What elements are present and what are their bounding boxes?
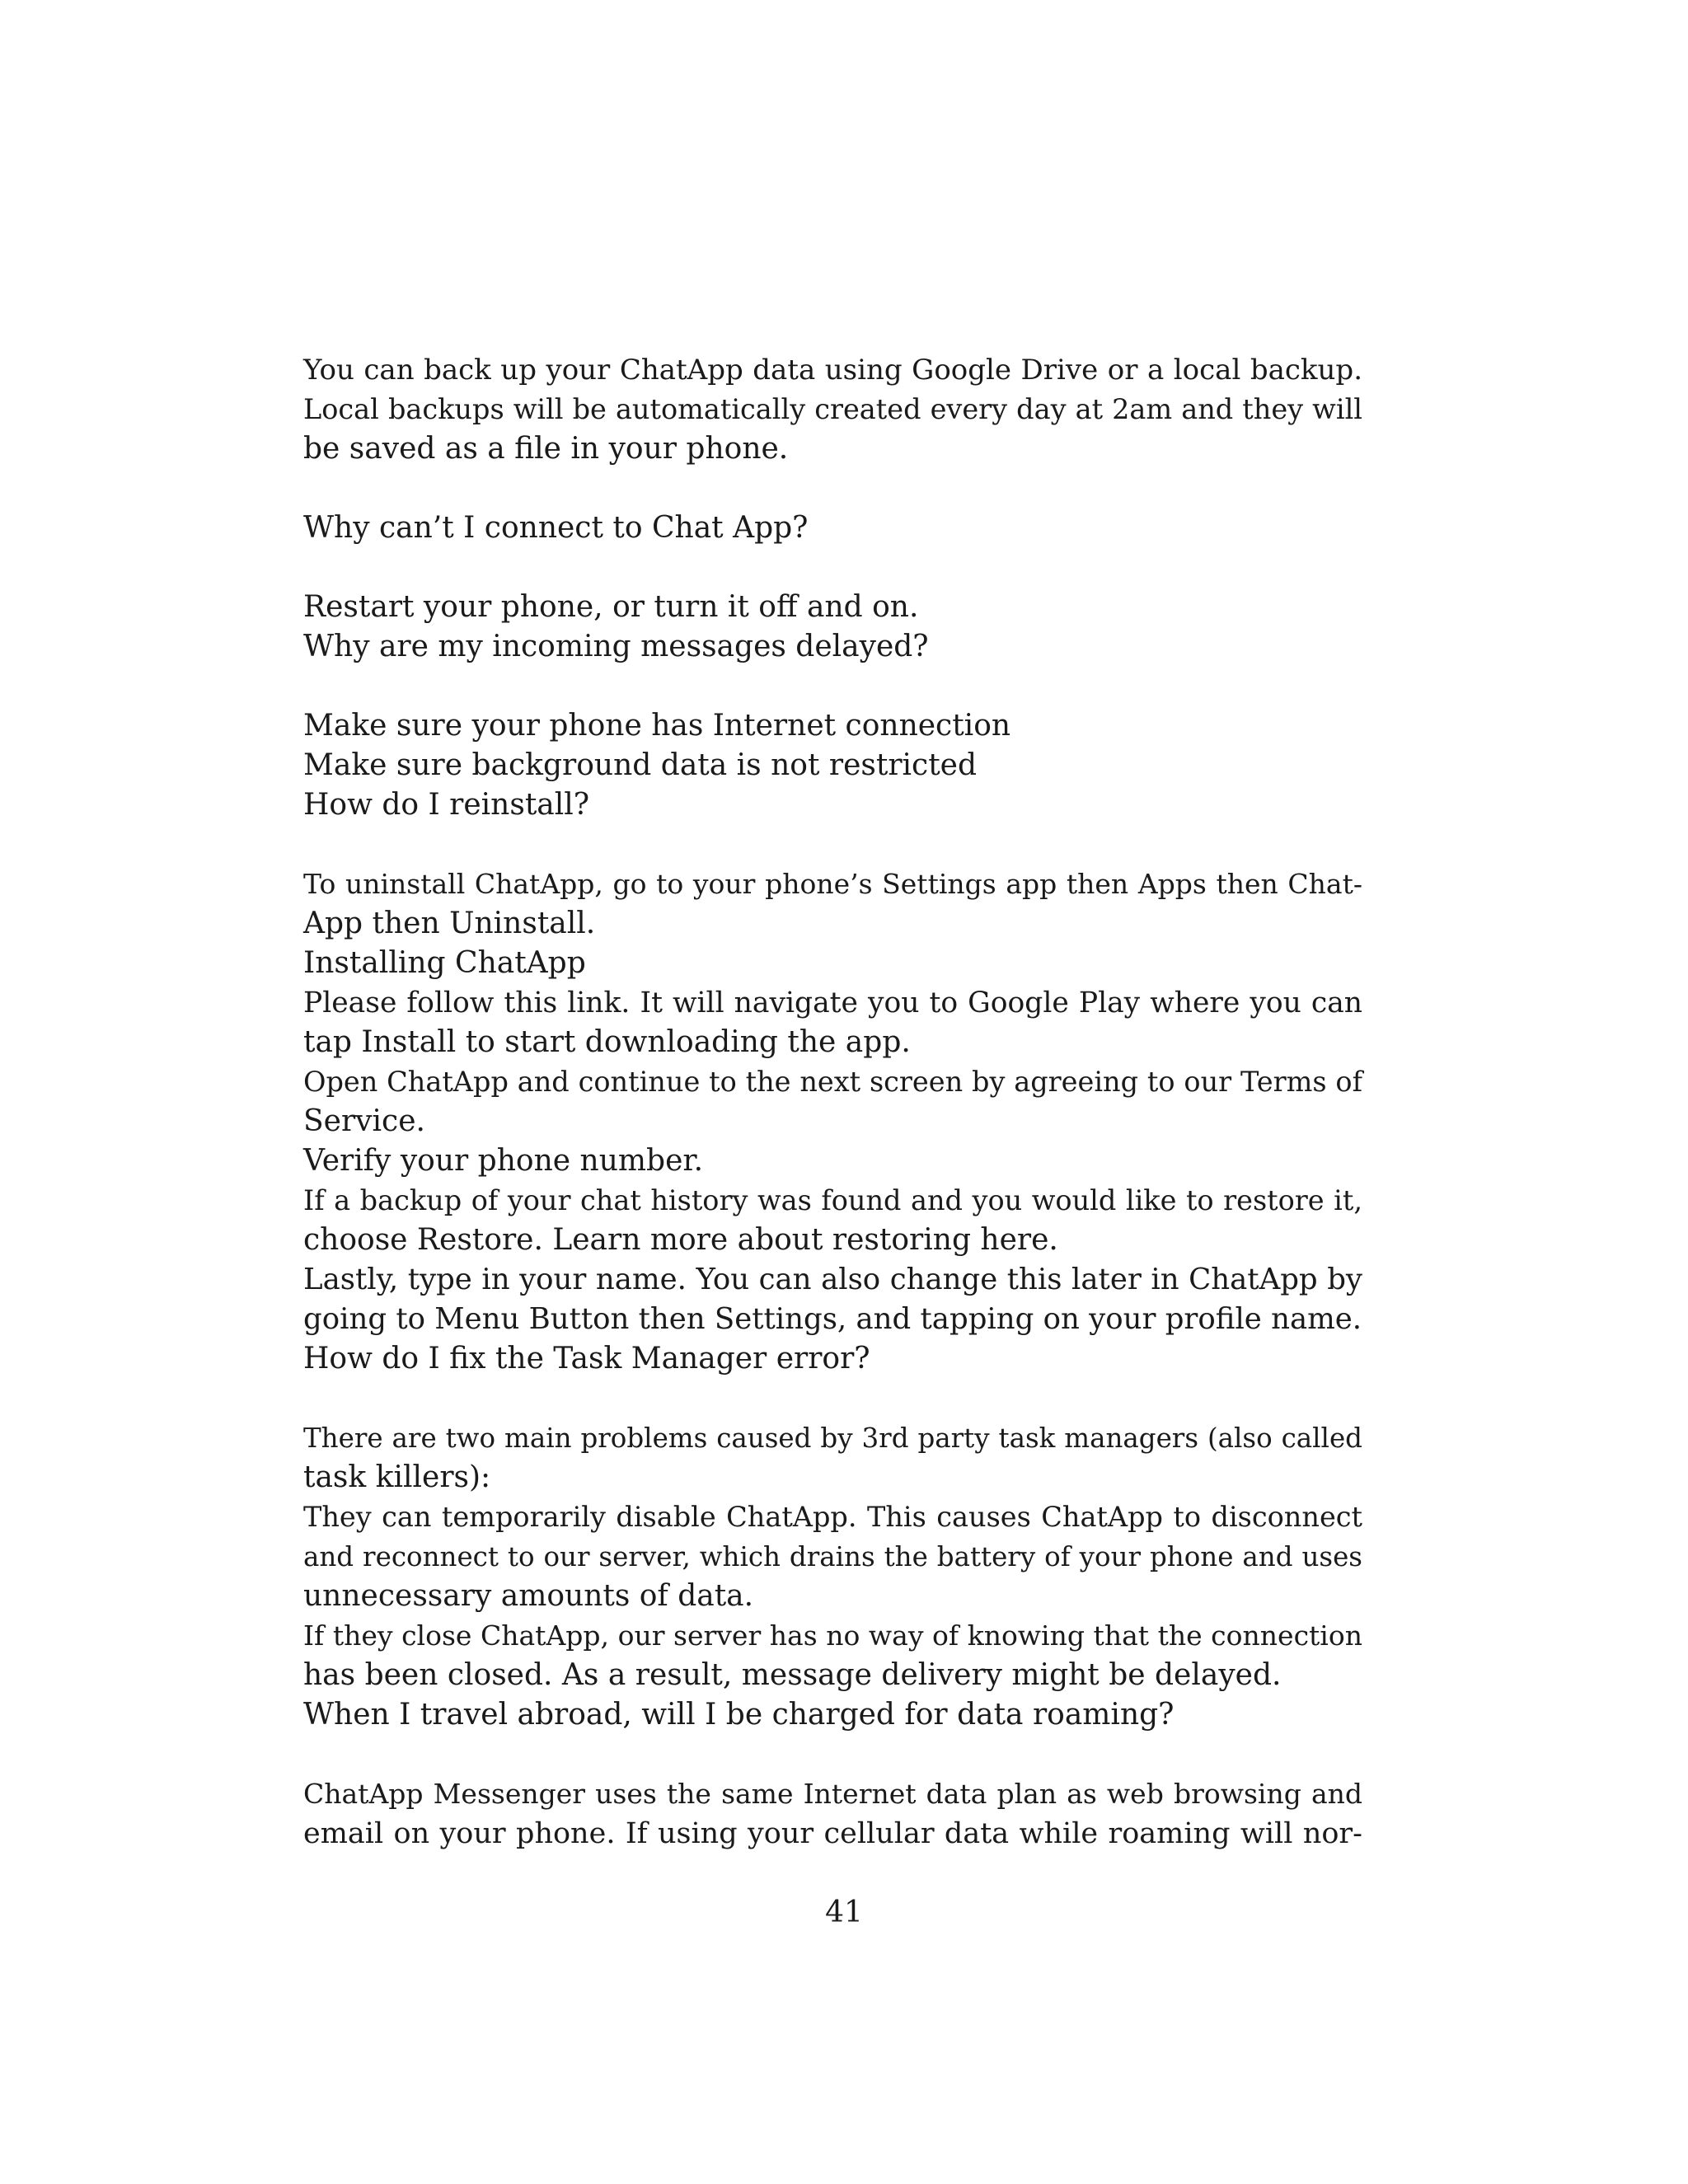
text-line: Make sure background data is not restricted <box>303 748 978 782</box>
text-line: going to Menu Button then Settings, and tapping on your profile name. <box>303 1302 1362 1336</box>
text-line: Lastly, type in your name. You can also change this later in ChatApp by <box>303 1263 1362 1296</box>
text-line: You can back up your ChatApp data using Google Drive or a local backup. <box>303 354 1362 387</box>
text-line: How do I fix the Task Manager error? <box>303 1342 870 1376</box>
text-line: Local backups will be automatically created every day at 2am and they will <box>303 393 1362 425</box>
text-line: tap Install to start downloading the app. <box>303 1025 911 1059</box>
text-line: task killers): <box>303 1460 491 1494</box>
text-line: To uninstall ChatApp, go to your phone’s Settings app then Apps then Chat- <box>303 868 1362 900</box>
text-line: If they close ChatApp, our server has no way of knowing that the connection <box>303 1619 1362 1652</box>
text-line: unnecessary amounts of data. <box>303 1579 754 1613</box>
text-line: Please follow this link. It will navigate you to Google Play where you can <box>303 987 1362 1019</box>
page-number: 41 <box>825 1896 863 1929</box>
text-line: Service. <box>303 1104 425 1138</box>
text-line: There are two main problems caused by 3rd party task managers (also called <box>303 1422 1362 1454</box>
text-line: They can temporarily disable ChatApp. This causes ChatApp to disconnect <box>303 1501 1362 1533</box>
text-line: Why are my incoming messages delayed? <box>303 630 929 663</box>
text-line: choose Restore. Learn more about restoring here. <box>303 1223 1058 1257</box>
text-line: has been closed. As a result, message delivery might be delayed. <box>303 1658 1282 1692</box>
text-line: and reconnect to our server, which drains the battery of your phone and uses <box>303 1541 1362 1572</box>
text-line: ChatApp Messenger uses the same Internet data plan as web browsing and <box>303 1778 1362 1810</box>
blank-line <box>303 1379 1362 1418</box>
blank-line <box>303 1735 1362 1774</box>
blank-line <box>303 667 1362 706</box>
text-line: Restart your phone, or turn it off and on. <box>303 590 919 624</box>
text-line: be saved as a file in your phone. <box>303 432 789 466</box>
blank-line <box>303 825 1362 865</box>
text-line: Make sure your phone has Internet connection <box>303 709 1011 743</box>
text-line: Open ChatApp and continue to the next screen by agreeing to our Terms of <box>303 1066 1362 1098</box>
text-line: App then Uninstall. <box>303 907 596 940</box>
text-line: When I travel abroad, will I be charged for data roaming? <box>303 1698 1175 1732</box>
text-line: Verify your phone number. <box>303 1144 704 1178</box>
blank-line <box>303 469 1362 509</box>
body-text <box>303 350 1362 1854</box>
blank-line <box>303 548 1362 588</box>
text-line: Why can’t I connect to Chat App? <box>303 511 809 545</box>
text-line: If a backup of your chat history was found and you would like to restore it, <box>303 1184 1362 1216</box>
text-line: How do I reinstall? <box>303 788 590 822</box>
text-line: email on your phone. If using your cellular data while roaming will nor- <box>303 1817 1362 1850</box>
text-line: Installing ChatApp <box>303 946 586 980</box>
